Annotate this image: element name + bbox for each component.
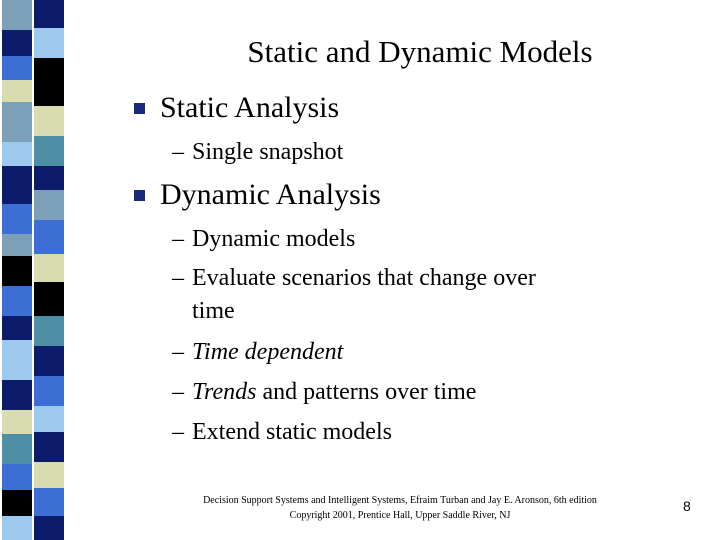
- bullet-dynamic-analysis: Dynamic Analysis: [160, 178, 381, 211]
- bullet-static-analysis: Static Analysis: [160, 91, 340, 124]
- subitem-dynamic-models: – Dynamic models: [172, 226, 356, 252]
- bullet-square-icon: [134, 190, 145, 201]
- slide-title: Static and Dynamic Models: [247, 34, 593, 69]
- subitem-extend-static: – Extend static models: [172, 419, 392, 445]
- subitem-trends-patterns: – Trends and patterns over time: [172, 379, 477, 405]
- subitem-evaluate-scenarios-cont: time: [192, 298, 235, 324]
- subitem-evaluate-scenarios: – Evaluate scenarios that change over: [172, 265, 536, 291]
- footer-line-2: Copyright 2001, Prentice Hall, Upper Saddle River, NJ: [289, 510, 511, 521]
- footer-citation: [150, 493, 650, 523]
- subitem-time-dependent: – Time dependent: [172, 339, 344, 365]
- bullet-square-icon: [134, 103, 145, 114]
- footer-line-1: Decision Support Systems and Intelligent Systems, Efraim Turban and Jay E. Aronson, 6th edition: [203, 495, 597, 506]
- subitem-single-snapshot: – Single snapshot: [172, 139, 344, 165]
- page-number: 8: [683, 498, 691, 514]
- decorative-color-stripe: [0, 0, 68, 540]
